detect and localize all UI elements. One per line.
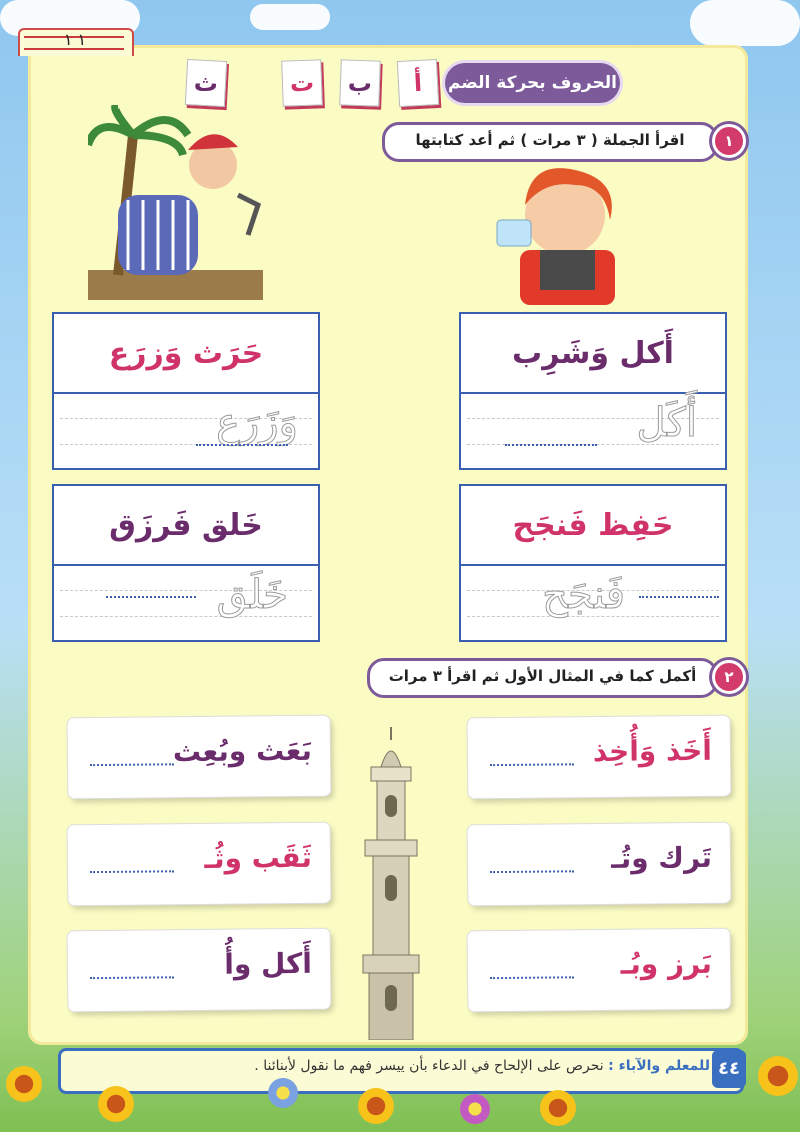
word-card bbox=[68, 716, 331, 799]
footer-text: نحرص على الإلحاح في الدعاء بأن ييسر فهم ما نقول لأبنائنا . bbox=[254, 1058, 604, 1074]
flower-decoration bbox=[758, 1056, 798, 1096]
letter-card: أ bbox=[397, 59, 439, 107]
write-line[interactable] bbox=[196, 444, 288, 446]
sentence-text: حَفِظ فَنجَح bbox=[461, 486, 725, 566]
flower-decoration bbox=[98, 1086, 134, 1122]
sentence-text: أَكل وَشَرِب bbox=[461, 314, 725, 394]
trace-word: أَكَل bbox=[636, 400, 697, 446]
section1-number: ١ bbox=[712, 124, 746, 158]
flower-decoration bbox=[268, 1078, 298, 1108]
writing-box bbox=[52, 484, 320, 642]
write-line[interactable] bbox=[90, 976, 174, 979]
card-word: أَكل وأُ bbox=[224, 946, 313, 981]
page-title: الحروف بحركة الضم bbox=[445, 63, 620, 103]
trace-word: وَزَرَع bbox=[216, 400, 298, 446]
writing-box bbox=[52, 312, 320, 470]
card-word: ثَقَب وثُـ bbox=[204, 840, 313, 875]
write-line[interactable] bbox=[490, 976, 574, 979]
word-card bbox=[68, 823, 331, 906]
flower-decoration bbox=[6, 1066, 42, 1102]
write-line[interactable] bbox=[490, 870, 574, 873]
footer-label: للمعلم والآباء : bbox=[608, 1058, 710, 1074]
cloud-decoration bbox=[690, 0, 800, 46]
farmer-illustration bbox=[88, 105, 263, 300]
boy-drinking-illustration bbox=[495, 165, 625, 305]
tab-text: ١ ١ bbox=[63, 30, 87, 49]
write-line[interactable] bbox=[90, 763, 174, 766]
sentence-text: خَلق فَرزَق bbox=[54, 486, 318, 566]
word-card bbox=[468, 929, 731, 1012]
footer-note bbox=[120, 1058, 710, 1074]
card-word: بَعَث وبُعِث bbox=[172, 733, 313, 769]
card-word: تَرك وتُـ bbox=[610, 840, 713, 875]
trace-word: فَنجَح bbox=[542, 572, 625, 618]
word-card bbox=[468, 823, 731, 906]
writing-box bbox=[459, 484, 727, 642]
write-line[interactable] bbox=[90, 870, 174, 873]
card-word: أَخَذ وَأُخِذ bbox=[592, 733, 713, 769]
card-word: بَرز وبُـ bbox=[620, 946, 713, 981]
section1-instruction: اقرأ الجملة ( ٣ مرات ) ثم أعد كتابتها bbox=[382, 122, 718, 162]
writing-box bbox=[459, 312, 727, 470]
write-line[interactable] bbox=[106, 596, 196, 598]
letter-card: ب bbox=[339, 59, 381, 106]
write-line[interactable] bbox=[639, 596, 719, 598]
flower-decoration bbox=[460, 1094, 490, 1124]
flower-decoration bbox=[358, 1088, 394, 1124]
minaret-illustration bbox=[355, 725, 427, 1040]
letter-card: ت bbox=[281, 59, 323, 106]
flower-decoration bbox=[540, 1090, 576, 1126]
letter-card: ث bbox=[185, 59, 227, 107]
cloud-decoration bbox=[250, 4, 330, 30]
page-number: ٤٤ bbox=[712, 1050, 746, 1088]
write-line[interactable] bbox=[490, 763, 574, 766]
word-card bbox=[68, 929, 331, 1012]
word-card bbox=[468, 716, 731, 799]
section2-number: ٢ bbox=[712, 660, 746, 694]
section2-instruction: أكمل كما في المثال الأول ثم اقرأ ٣ مرات bbox=[367, 658, 718, 698]
write-line[interactable] bbox=[505, 444, 597, 446]
sentence-text: حَرَث وَزرَع bbox=[54, 314, 318, 394]
trace-word: خَلَق bbox=[216, 572, 288, 618]
